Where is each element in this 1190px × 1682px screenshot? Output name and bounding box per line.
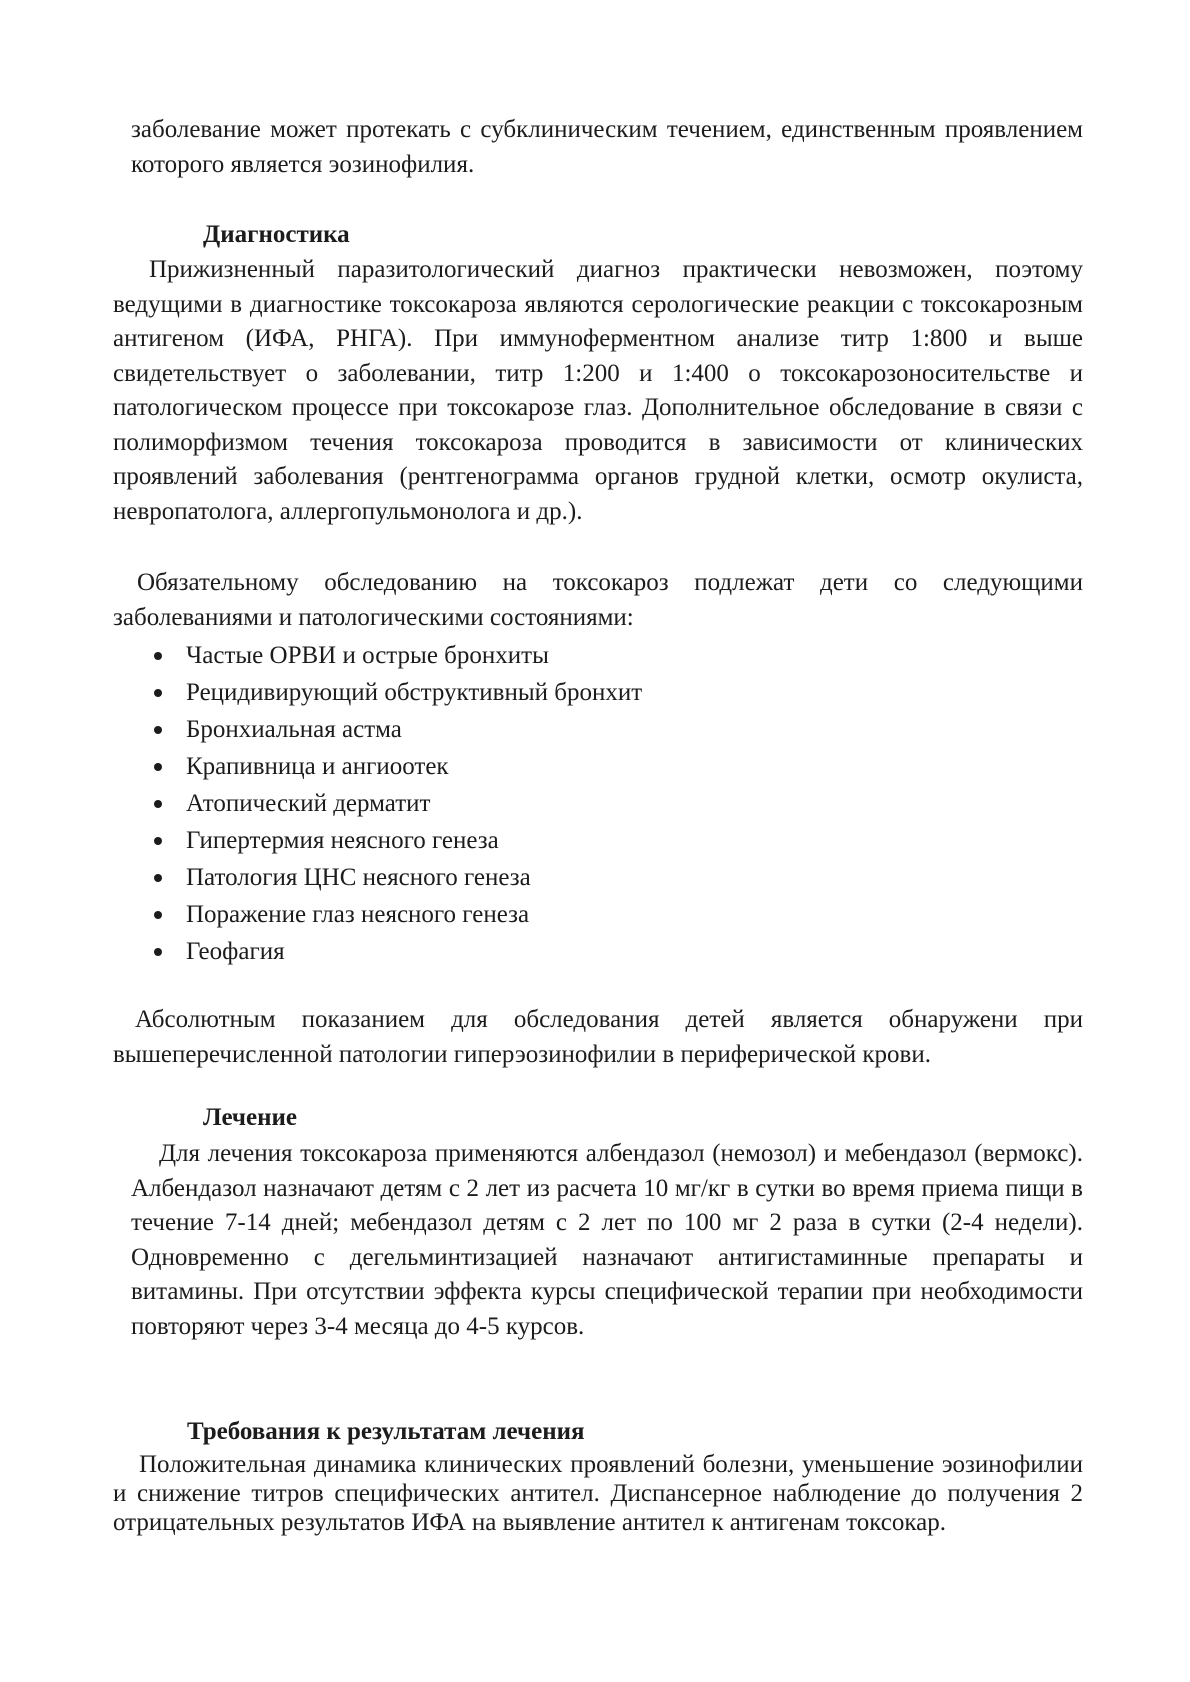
list-item [150, 822, 1050, 859]
list-item [150, 933, 1050, 970]
disease-list [150, 637, 1050, 970]
list-item-text: Рецидивирующий обструктивный бронхит [186, 679, 643, 706]
bullet-icon [154, 837, 162, 845]
list-item [150, 748, 1050, 785]
list-item [150, 896, 1050, 933]
list-item-text: Геофагия [186, 938, 285, 965]
absolute-indication-paragraph: Абсолютным показанием для обследования детей является обнаружени при вышеперечисленной патологии гиперэозинофилии в периферической крови. [113, 1006, 1083, 1068]
requirements-paragraph: Положительная динамика клинических проявлений болезни, уменьшение эозинофилии и снижение титров специфических антител. Диспансерное наблюдение до получения 2 отрицательных результатов ИФА на выявление антител к антигенам токсокар. [113, 1451, 1083, 1536]
bullet-icon [154, 652, 162, 660]
intro-paragraph: заболевание может протекать с субклиническим течением, единственным проявлением которого является эозинофилия. [131, 116, 1083, 178]
treatment-heading: Лечение [203, 1104, 298, 1131]
list-item-text: Крапивница и ангиоотек [186, 753, 449, 780]
list-item [150, 637, 1050, 674]
bullet-icon [154, 948, 162, 956]
list-item-text: Частые ОРВИ и острые бронхиты [186, 642, 549, 669]
list-item [150, 711, 1050, 748]
bullet-icon [154, 689, 162, 697]
list-item [150, 785, 1050, 822]
diagnostics-paragraph: Прижизненный паразитологический диагноз практически невозможен, поэтому ведущими в диагностике токсокароза являются серологические реакции с токсокарозным антигеном (ИФА, РНГА). При иммуноферментном анализе титр 1:800 и выше свидетельствует о заболевании, титр 1:200 и 1:400 о токсокарозоносительстве и патологическом процессе при токсокарозе глаз. Дополнительное обследование в связи с полиморфизмом течения токсокароза проводится в зависимости от клинических проявлений заболевания (рентгенограмма органов грудной клетки, осмотр окулиста, невропатолога, аллергопульмонолога и др.). [113, 256, 1083, 525]
mandatory-exam-paragraph: Обязательному обследованию на токсокароз подлежат дети со следующими заболеваниями и патологическими состояниями: [113, 569, 1083, 631]
bullet-icon [154, 763, 162, 771]
bullet-icon [154, 726, 162, 734]
list-item [150, 674, 1050, 711]
list-item-text: Атопический дерматит [186, 790, 431, 817]
list-item-text: Гипертермия неясного генеза [186, 827, 499, 854]
treatment-paragraph: Для лечения токсокароза применяются албендазол (немозол) и мебендазол (вермокс). Албендазол назначают детям с 2 лет из расчета 10 мг/кг в сутки во время приема пищи в течение 7-14 дней; мебендазол детям с 2 лет по 100 мг 2 раза в сутки (2-4 недели). Одновременно с дегельминтизацией назначают антигистаминные препараты и витамины. При отсутствии эффекта курсы специфической терапии при необходимости повторяют через 3-4 месяца до 4-5 курсов. [131, 1140, 1083, 1340]
bullet-icon [154, 800, 162, 808]
diagnostics-heading: Диагностика [203, 221, 350, 248]
list-item-text: Бронхиальная астма [186, 716, 402, 743]
requirements-heading: Требования к результатам лечения [187, 1418, 585, 1445]
list-item-text: Патология ЦНС неясного генеза [186, 864, 531, 891]
list-item [150, 859, 1050, 896]
bullet-icon [154, 911, 162, 919]
list-item-text: Поражение глаз неясного генеза [186, 901, 530, 928]
bullet-icon [154, 874, 162, 882]
